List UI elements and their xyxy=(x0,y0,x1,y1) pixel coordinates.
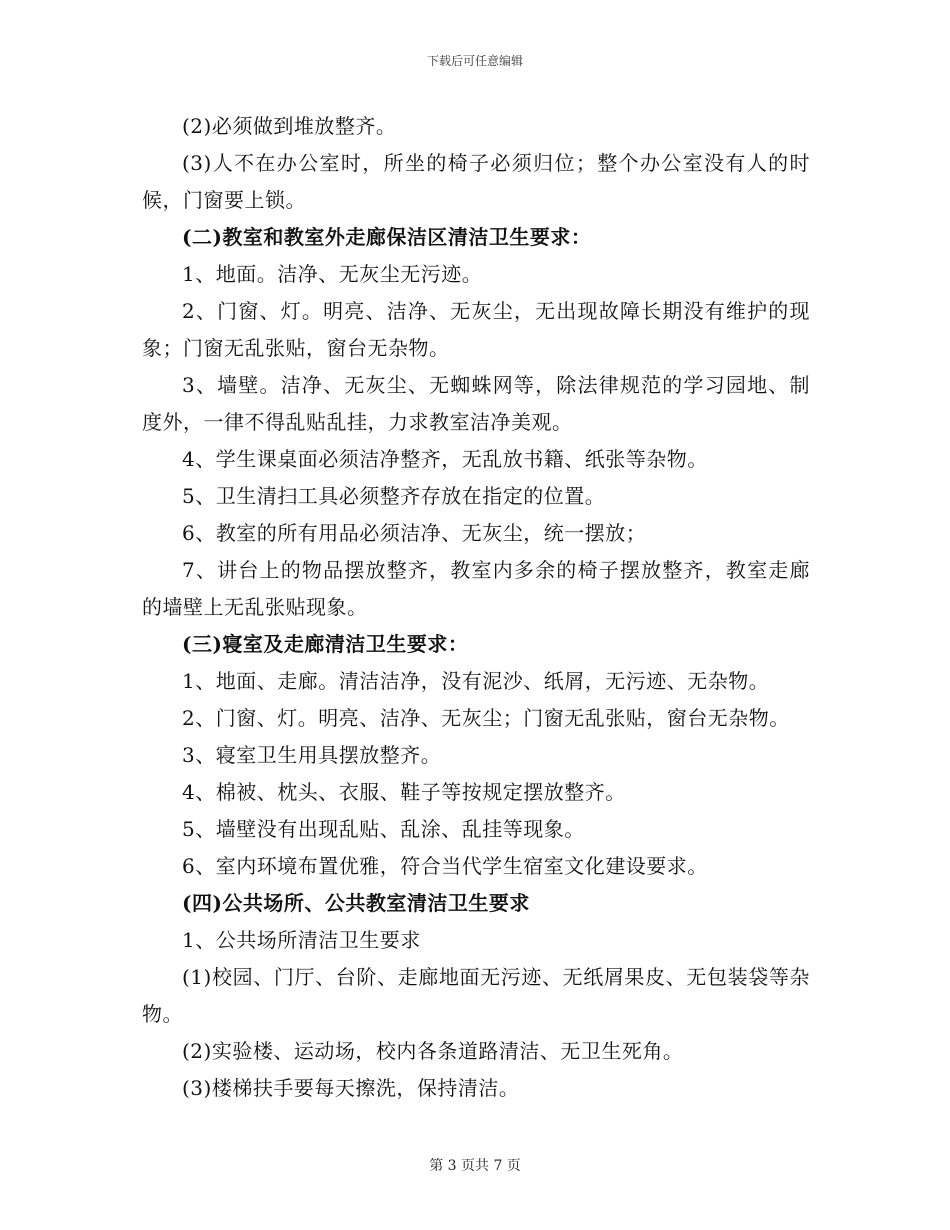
paragraph-21: (2)实验楼、运动场，校内各条道路清洁、无卫生死角。 xyxy=(182,1039,684,1063)
paragraph-17: 6、室内环境布置优雅，符合当代学生宿室文化建设要求。 xyxy=(182,854,708,878)
paragraph-20: (1)校园、门厅、台阶、走廊地面无污迹、无纸屑果皮、无包装袋等杂物。 xyxy=(142,965,810,1026)
paragraph-2: (3)人不在办公室时，所坐的椅子必须归位；整个办公室没有人的时候，门窗要上锁。 xyxy=(142,151,810,212)
paragraph-16: 5、墙壁没有出现乱贴、乱涂、乱挂等现象。 xyxy=(182,817,585,841)
paragraph-22: (3)楼梯扶手要每天擦洗，保持清洁。 xyxy=(182,1076,520,1100)
paragraph-6: 3、墙壁。洁净、无灰尘、无蜘蛛网等，除法律规范的学习园地、制度外，一律不得乱贴乱挂，力求教室洁净美观。 xyxy=(142,373,810,434)
document-body xyxy=(142,108,810,1107)
paragraph-14: 3、寝室卫生用具摆放整齐。 xyxy=(182,743,442,767)
section-heading-4: (四)公共场所、公共教室清洁卫生要求 xyxy=(182,891,530,915)
paragraph-9: 6、教室的所有用品必须洁净、无灰尘，统一摆放； xyxy=(182,521,647,545)
paragraph-19: 1、公共场所清洁卫生要求 xyxy=(182,928,421,952)
paragraph-12: 1、地面、走廊。清洁洁净，没有泥沙、纸屑，无污迹、无杂物。 xyxy=(182,669,770,693)
paragraph-4: 1、地面。洁净、无灰尘无污迹。 xyxy=(182,262,483,286)
paragraph-15: 4、棉被、枕头、衣服、鞋子等按规定摆放整齐。 xyxy=(182,780,626,804)
page-footer-page-number: 第 3 页共 7 页 xyxy=(429,1158,521,1174)
paragraph-13: 2、门窗、灯。明亮、洁净、无灰尘；门窗无乱张贴，窗台无杂物。 xyxy=(182,706,790,730)
paragraph-1: (2)必须做到堆放整齐。 xyxy=(182,114,397,138)
section-heading-2: (二)教室和教室外走廊保洁区清洁卫生要求： xyxy=(182,225,592,249)
paragraph-7: 4、学生课桌面必须洁净整齐，无乱放书籍、纸张等杂物。 xyxy=(182,447,708,471)
page-header: 下载后可任意编辑 xyxy=(426,54,523,68)
paragraph-5: 2、门窗、灯。明亮、洁净、无灰尘，无出现故障长期没有维护的现象；门窗无乱张贴，窗台无杂物。 xyxy=(142,299,810,360)
paragraph-8: 5、卫生清扫工具必须整齐存放在指定的位置。 xyxy=(182,484,606,508)
section-heading-3: (三)寝室及走廊清洁卫生要求： xyxy=(182,632,469,656)
paragraph-10: 7、讲台上的物品摆放整齐，教室内多余的椅子摆放整齐，教室走廊的墙壁上无乱张贴现象。 xyxy=(142,558,810,619)
